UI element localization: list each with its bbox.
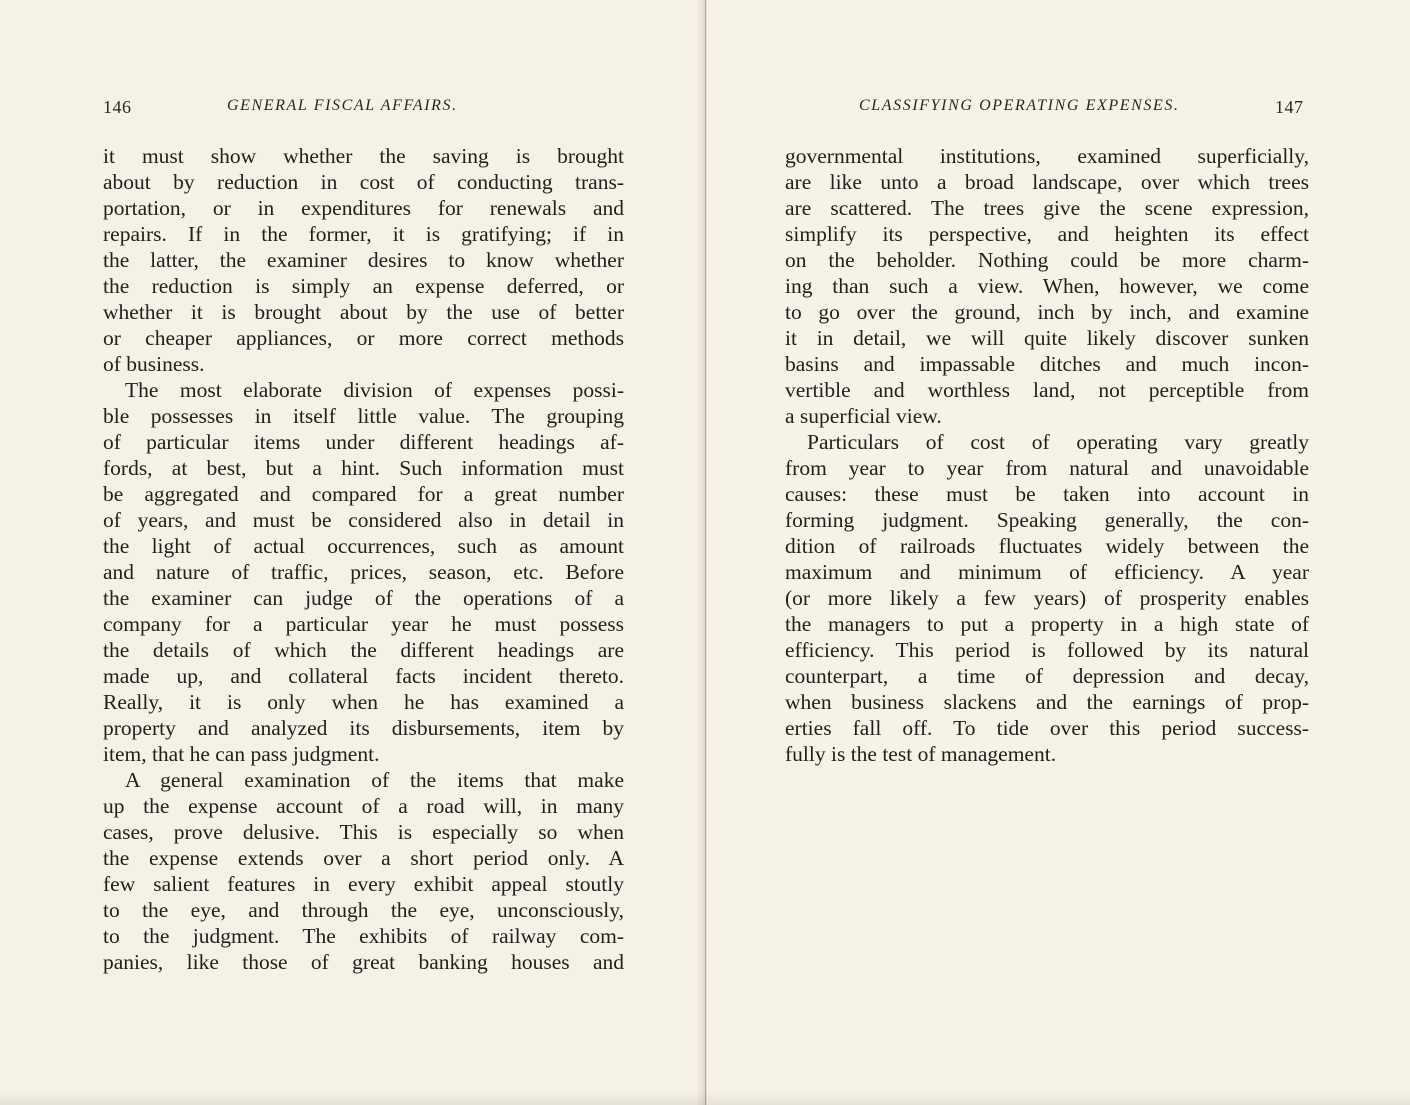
text-line: property and analyzed its disbursements, item by bbox=[103, 716, 624, 740]
text-line: of business. bbox=[103, 352, 205, 376]
text-line: it in detail, we will quite likely discover sunken bbox=[785, 326, 1309, 350]
text-line: vertible and worthless land, not perceptible from bbox=[785, 378, 1309, 402]
text-line: the latter, the examiner desires to know whether bbox=[103, 248, 624, 272]
text-line: portation, or in expenditures for renewals and bbox=[103, 196, 624, 220]
text-line: (or more likely a few years) of prosperity enables bbox=[785, 586, 1309, 610]
text-line: counterpart, a time of depression and decay, bbox=[785, 664, 1309, 688]
text-line: fords, at best, but a hint. Such information must bbox=[103, 456, 624, 480]
text-line: whether it is brought about by the use of better bbox=[103, 300, 624, 324]
text-line: company for a particular year he must possess bbox=[103, 612, 624, 636]
left-page-body bbox=[103, 143, 624, 975]
text-line: basins and impassable ditches and much incon- bbox=[785, 352, 1309, 376]
text-line: about by reduction in cost of conducting trans- bbox=[103, 170, 624, 194]
text-line: are like unto a broad landscape, over which trees bbox=[785, 170, 1309, 194]
left-page-header bbox=[103, 97, 623, 125]
right-page bbox=[707, 0, 1410, 1105]
text-line: on the beholder. Nothing could be more charm- bbox=[785, 248, 1309, 272]
text-line: The most elaborate division of expenses possi- bbox=[125, 378, 624, 402]
text-line: erties fall off. To tide over this period success- bbox=[785, 716, 1309, 740]
text-line: maximum and minimum of efficiency. A year bbox=[785, 560, 1309, 584]
page-bottom-shadow bbox=[0, 1091, 1410, 1105]
left-page bbox=[0, 0, 703, 1105]
text-line: panies, like those of great banking houses and bbox=[103, 950, 624, 974]
text-line: efficiency. This period is followed by its natural bbox=[785, 638, 1309, 662]
left-page-number: 146 bbox=[103, 97, 132, 117]
text-line: forming judgment. Speaking generally, the con- bbox=[785, 508, 1309, 532]
gutter-fold-line bbox=[705, 0, 706, 1105]
text-line: the details of which the different headings are bbox=[103, 638, 624, 662]
text-line: simplify its perspective, and heighten its effect bbox=[785, 222, 1309, 246]
text-line: be aggregated and compared for a great number bbox=[103, 482, 624, 506]
text-line: from year to year from natural and unavoidable bbox=[785, 456, 1309, 480]
text-line: dition of railroads fluctuates widely between the bbox=[785, 534, 1309, 558]
text-line: repairs. If in the former, it is gratifying; if in bbox=[103, 222, 624, 246]
text-line: to the eye, and through the eye, unconsciously, bbox=[103, 898, 624, 922]
text-line: it must show whether the saving is brought bbox=[103, 144, 624, 168]
text-line: ing than such a view. When, however, we come bbox=[785, 274, 1309, 298]
right-page-number: 147 bbox=[1275, 97, 1304, 117]
text-line: the expense extends over a short period only. A bbox=[103, 846, 624, 870]
text-line: few salient features in every exhibit appeal stoutly bbox=[103, 872, 624, 896]
text-line: the reduction is simply an expense deferred, or bbox=[103, 274, 624, 298]
left-running-head: GENERAL FISCAL AFFAIRS. bbox=[227, 97, 458, 114]
text-line: of years, and must be considered also in detail in bbox=[103, 508, 624, 532]
text-line: are scattered. The trees give the scene expression, bbox=[785, 196, 1309, 220]
text-line: causes: these must be taken into account in bbox=[785, 482, 1309, 506]
text-line: made up, and collateral facts incident thereto. bbox=[103, 664, 624, 688]
text-line: Particulars of cost of operating vary greatly bbox=[807, 430, 1309, 454]
text-line: item, that he can pass judgment. bbox=[103, 742, 380, 766]
text-line: Really, it is only when he has examined a bbox=[103, 690, 624, 714]
right-running-head: CLASSIFYING OPERATING EXPENSES. bbox=[859, 97, 1180, 114]
text-line: of particular items under different headings af- bbox=[103, 430, 624, 454]
text-line: a superficial view. bbox=[785, 404, 942, 428]
right-page-header bbox=[859, 97, 1309, 125]
text-line: fully is the test of management. bbox=[785, 742, 1057, 766]
text-line: to go over the ground, inch by inch, and examine bbox=[785, 300, 1309, 324]
text-line: to the judgment. The exhibits of railway com- bbox=[103, 924, 624, 948]
text-line: cases, prove delusive. This is especially so when bbox=[103, 820, 624, 844]
text-line: the managers to put a property in a high state of bbox=[785, 612, 1309, 636]
text-line: the light of actual occurrences, such as amount bbox=[103, 534, 624, 558]
text-line: when business slackens and the earnings of prop- bbox=[785, 690, 1309, 714]
right-page-body bbox=[785, 143, 1309, 767]
text-line: A general examination of the items that make bbox=[125, 768, 624, 792]
text-line: up the expense account of a road will, in many bbox=[103, 794, 624, 818]
text-line: or cheaper appliances, or more correct methods bbox=[103, 326, 624, 350]
text-line: governmental institutions, examined superficially, bbox=[785, 144, 1309, 168]
text-line: and nature of traffic, prices, season, etc. Before bbox=[103, 560, 624, 584]
text-line: the examiner can judge of the operations of a bbox=[103, 586, 624, 610]
text-line: ble possesses in itself little value. The grouping bbox=[103, 404, 624, 428]
